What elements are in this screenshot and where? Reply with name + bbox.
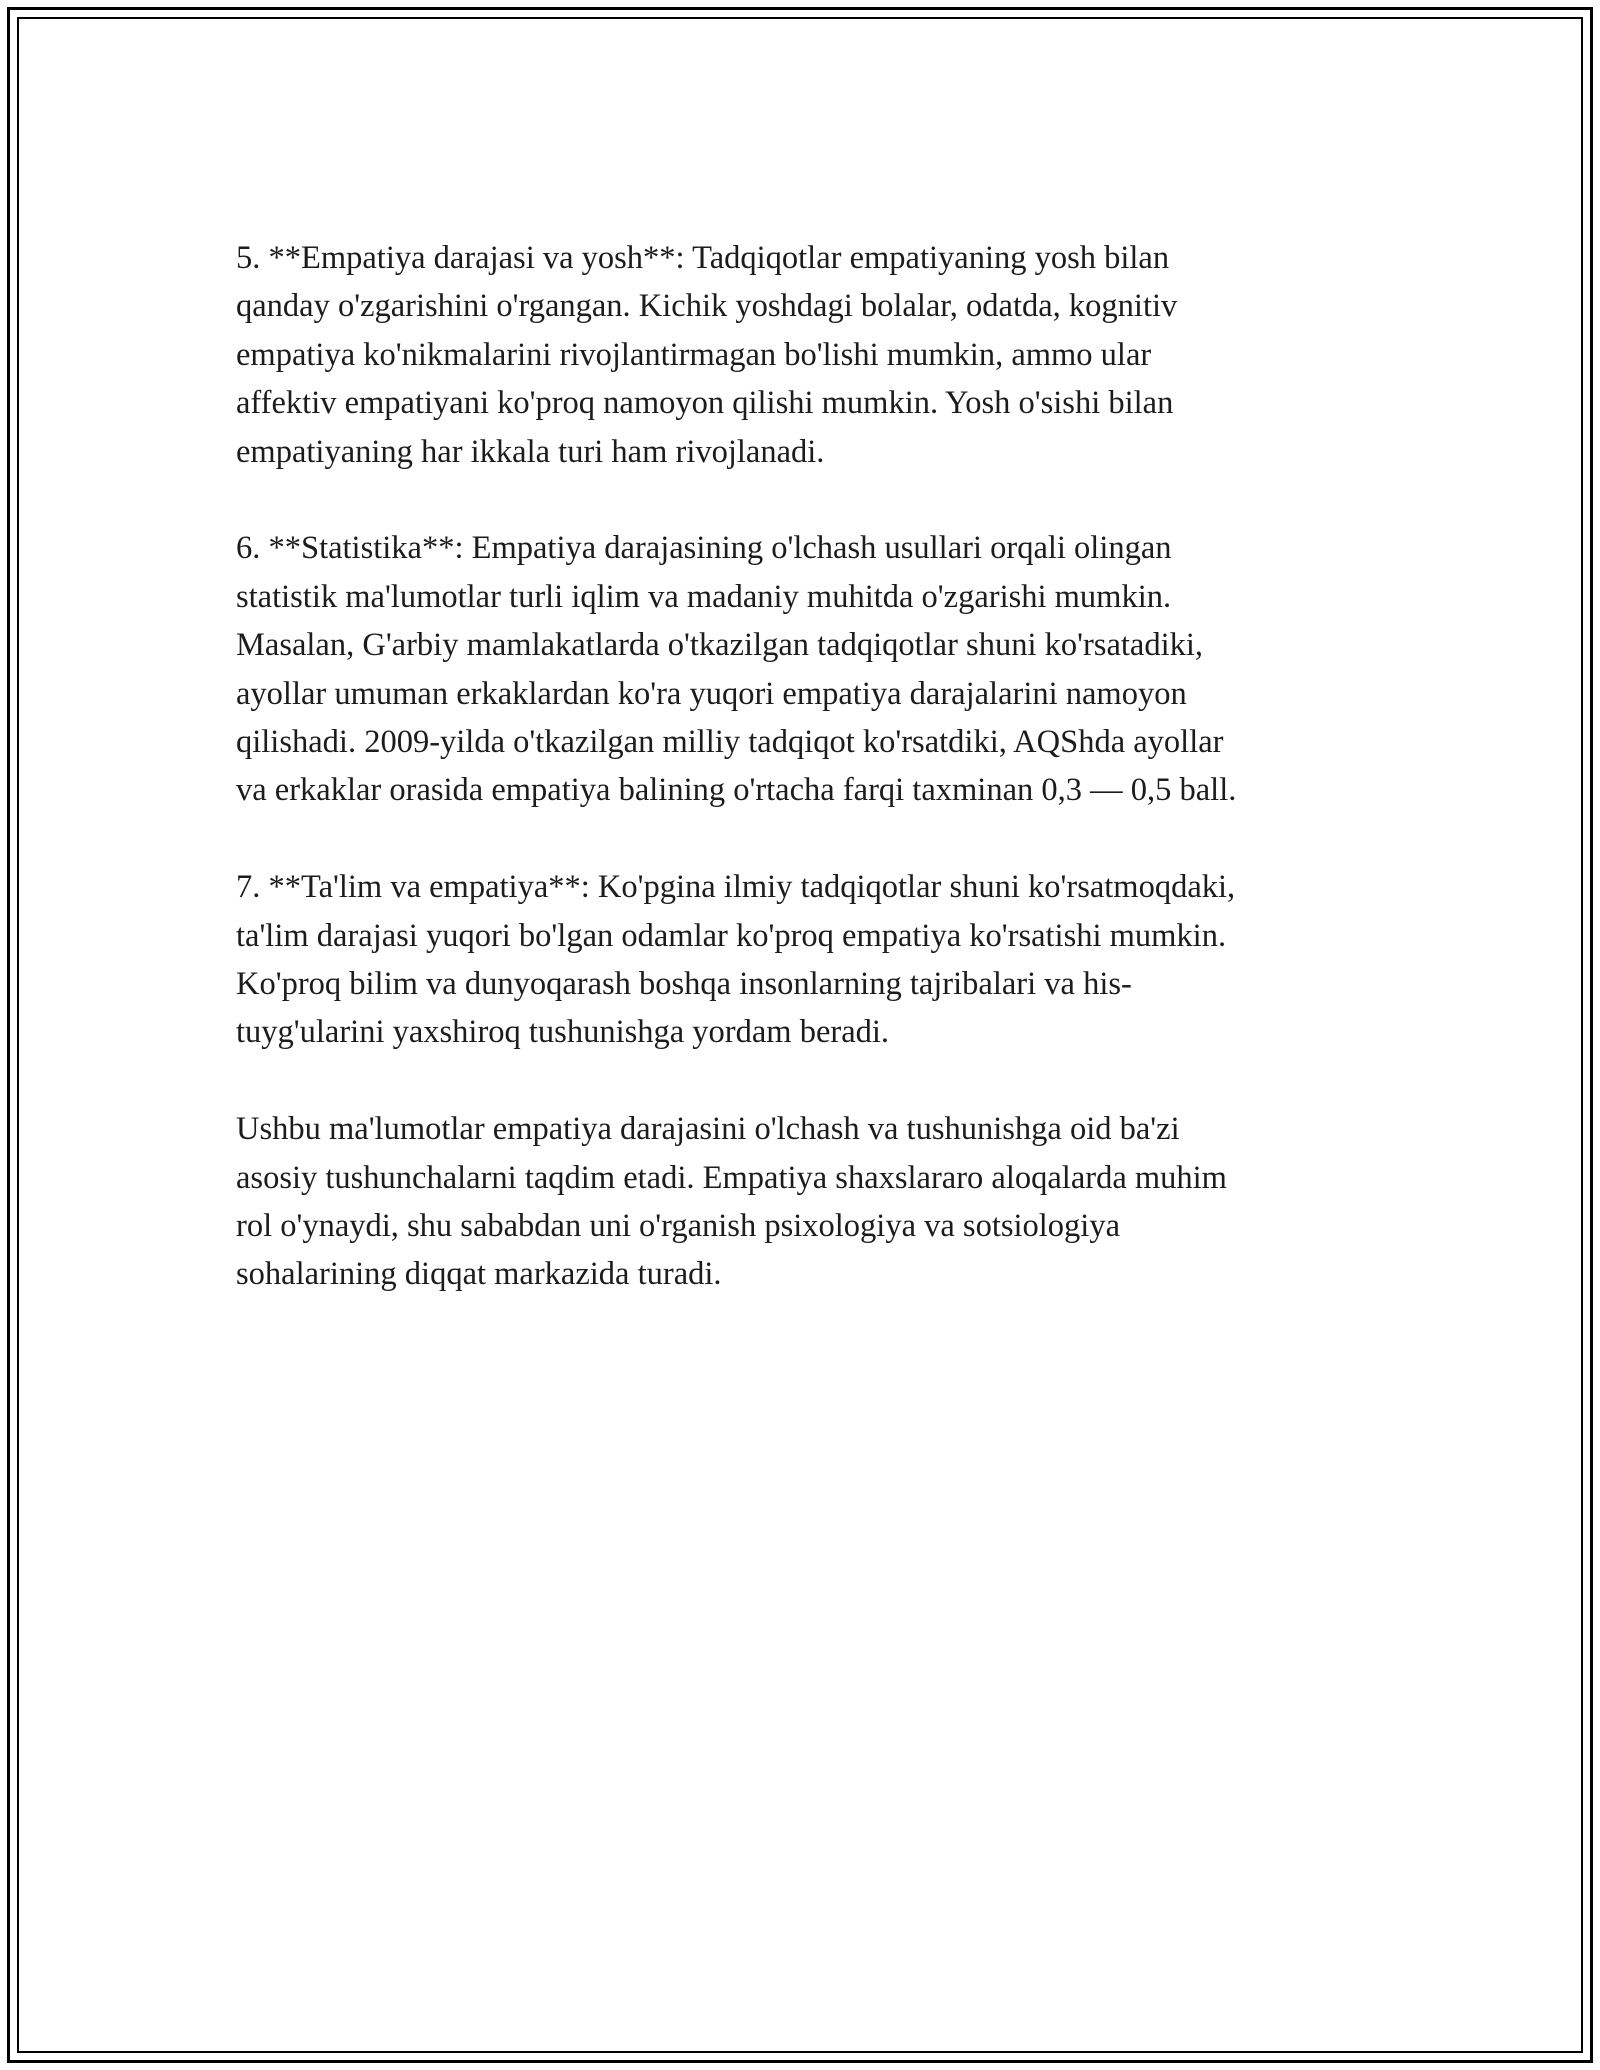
text-line: 5. **Empatiya darajasi va yosh**: Tadqiqotlar empatiyaning yosh bilan <box>236 240 1170 276</box>
text-line: affektiv empatiyani ko'proq namoyon qilishi mumkin. Yosh o'sishi bilan <box>236 385 1174 422</box>
paragraph-conclusion <box>236 1105 1396 1299</box>
text-line: ta'lim darajasi yuqori bo'lgan odamlar ko'proq empatiya ko'rsatishi mumkin. <box>236 917 1227 954</box>
text-line: va erkaklar orasida empatiya balining o'rtacha farqi taxminan 0,3 — 0,5 ball. <box>236 772 1237 809</box>
paragraph-education-and-empathy <box>236 863 1396 1057</box>
text-line: 7. **Ta'lim va empatiya**: Ko'pgina ilmiy tadqiqotlar shuni ko'rsatmoqdaki, <box>236 869 1236 906</box>
text-line: Ko'proq bilim va dunyoqarash boshqa insonlarning tajribalari va his- <box>236 966 1132 1003</box>
text-line: empatiya ko'nikmalarini rivojlantirmagan bo'lishi mumkin, ammo ular <box>236 336 1152 373</box>
text-line: sohalarining diqqat markazida turadi. <box>236 1256 722 1293</box>
text-line: statistik ma'lumotlar turli iqlim va madaniy muhitda o'zgarishi mumkin. <box>236 578 1172 615</box>
text-line: tuyg'ularini yaxshiroq tushunishga yordam beradi. <box>236 1014 890 1051</box>
text-line: asosiy tushunchalarni taqdim etadi. Empatiya shaxslararo aloqalarda muhim <box>236 1159 1227 1196</box>
text-line: empatiyaning har ikkala turi ham rivojlanadi. <box>236 433 825 470</box>
text-line: rol o'ynaydi, shu sababdan uni o'rganish psixologiya va sotsiologiya <box>236 1208 1121 1245</box>
text-line: 6. **Statistika**: Empatiya darajasining o'lchash usullari orqali olingan <box>236 530 1172 567</box>
paragraph-statistics <box>236 524 1396 814</box>
text-line: qilishadi. 2009-yilda o'tkazilgan milliy tadqiqot ko'rsatdiki, AQShda ayollar <box>236 724 1224 761</box>
text-line: ayollar umuman erkaklardan ko'ra yuqori empatiya darajalarini namoyon <box>236 675 1187 712</box>
text-line: qanday o'zgarishini o'rgangan. Kichik yoshdagi bolalar, odatda, kognitiv <box>236 288 1178 325</box>
text-line: Ushbu ma'lumotlar empatiya darajasini o'lchash va tushunishga oid ba'zi <box>236 1111 1180 1148</box>
text-line: Masalan, G'arbiy mamlakatlarda o'tkazilgan tadqiqotlar shuni ko'rsatadiki, <box>236 627 1204 664</box>
document-body <box>236 234 1396 1347</box>
paragraph-empathy-and-age <box>236 234 1396 476</box>
